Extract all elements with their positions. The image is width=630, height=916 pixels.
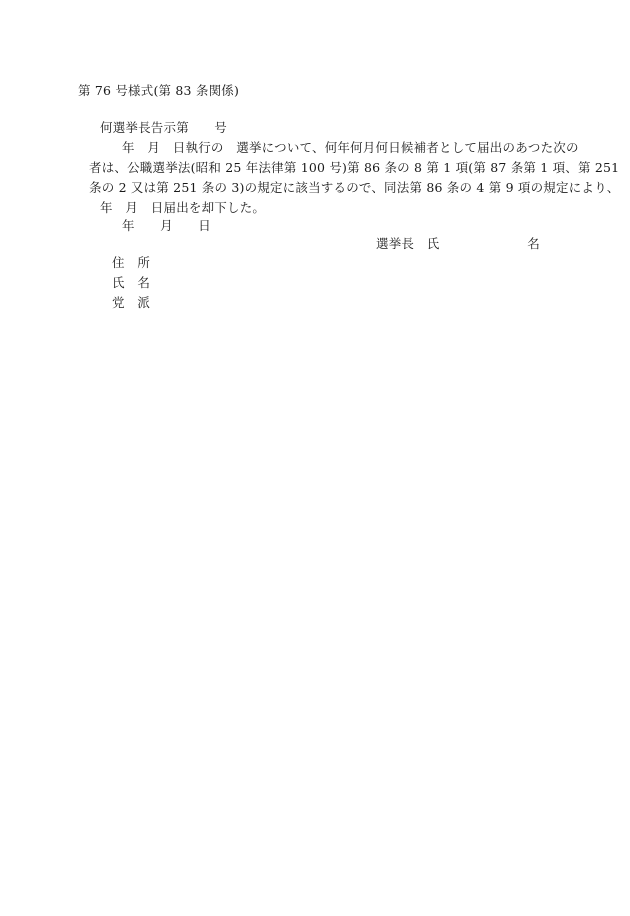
signer-line [376,234,540,254]
field-address: 住 所 [112,255,151,270]
form-title: 第 76 号様式(第 83 条関係) [78,83,240,98]
body-line-3: 条の 2 又は第 251 条の 3)の規定に該当するので、同法第 86 条の 4 第 9 項の規定により、 [89,180,620,195]
body-line-1: 年 月 日執行の 選挙について、何年何月何日候補者として届出のあつた次の [122,140,579,155]
body-line-4: 年 月 日届出を却下した。 [100,200,266,215]
signer-label: 選挙長 氏 [376,236,440,251]
field-party: 党 派 [112,295,151,310]
signer-name-char: 名 [527,236,540,251]
body-line-2: 者は、公職選挙法(昭和 25 年法律第 100 号)第 86 条の 8 第 1 項(第 87 条第 1 項、第 251 [89,160,620,175]
date-line: 年 月 日 [122,218,211,233]
notice-number-line: 何選挙長告示第 号 [100,120,228,135]
field-name: 氏 名 [112,275,151,290]
